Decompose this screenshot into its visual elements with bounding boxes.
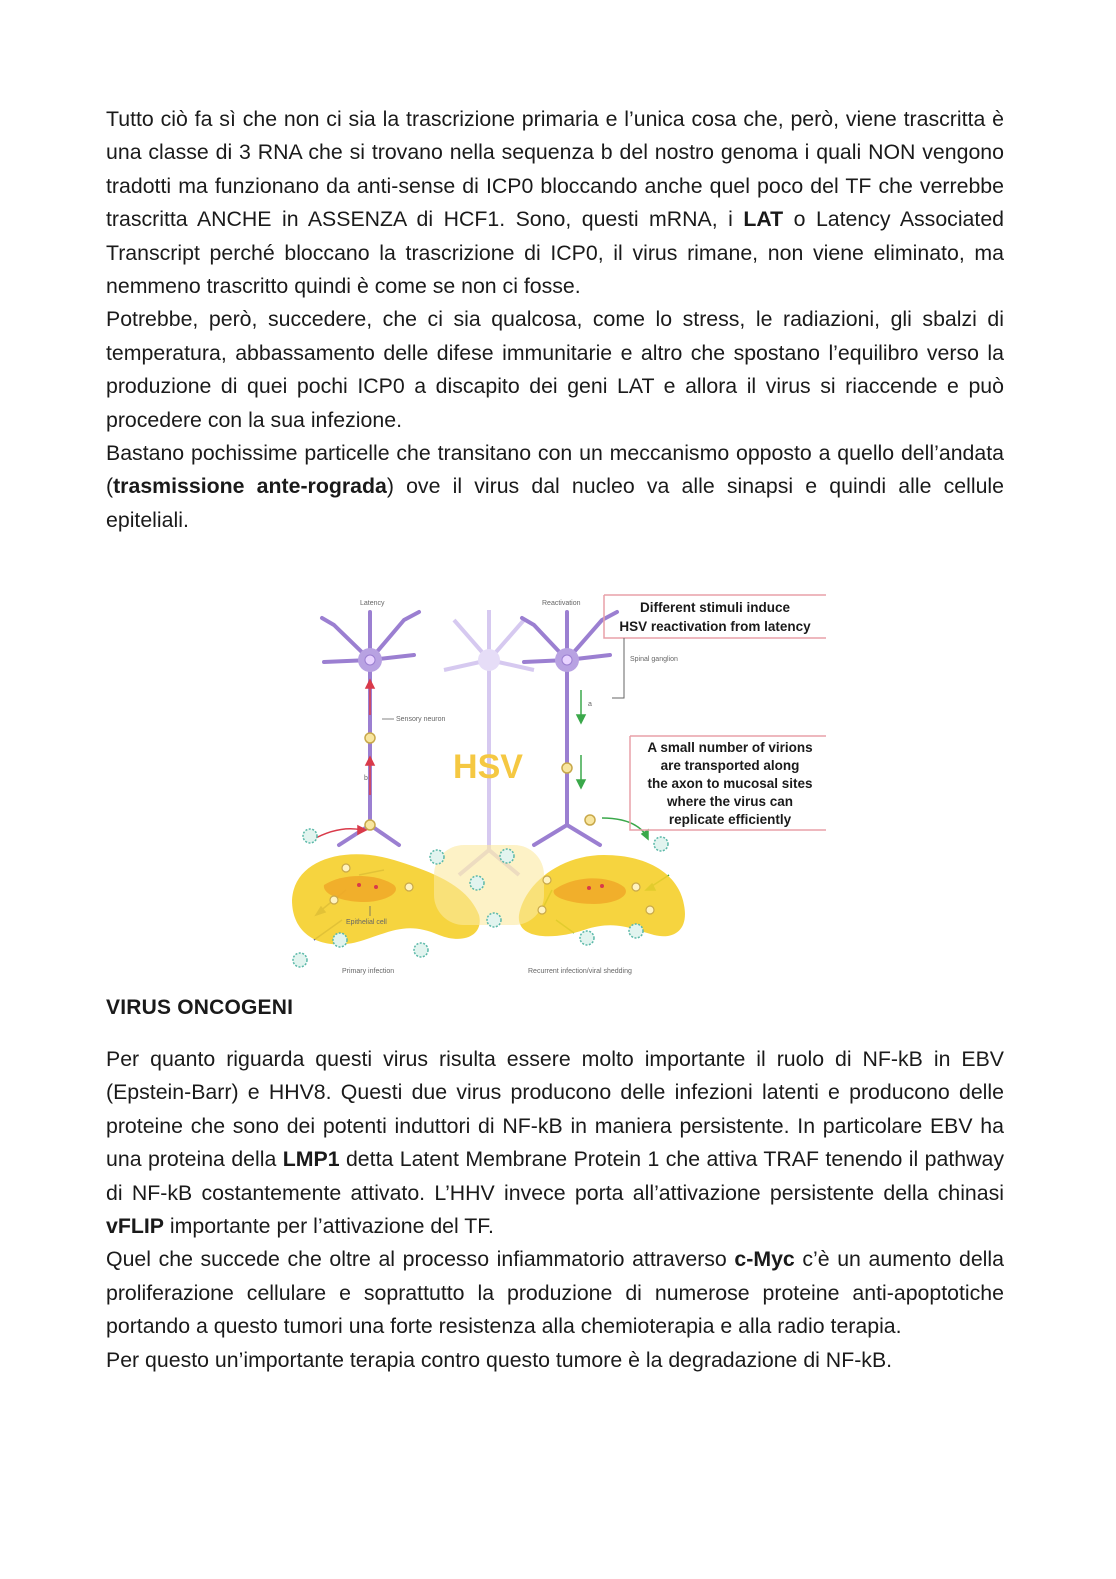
epithelial-cell-label: Epithelial cell xyxy=(346,919,387,926)
reactivation-label: Reactivation xyxy=(542,600,581,607)
paragraph xyxy=(106,1043,1004,1243)
hsv-latency-figure xyxy=(284,590,830,978)
callout-top-line-1: Different stimuli induce xyxy=(639,600,791,615)
recurrent-infection-label: Recurrent infection/viral shedding xyxy=(528,968,632,975)
paragraph xyxy=(106,437,1004,537)
text-run: Per quanto riguarda questi virus risulta essere molto importante il ruolo di NF-kB in EBV (Epstein-Barr) e HHV8. Questi due virus producono delle infezioni latenti e producono delle proteine che sono dei potenti induttori di NF-kB in maniera persistente. In particolare EBV ha una proteina della xyxy=(106,1047,1004,1172)
paragraph xyxy=(106,303,1004,437)
callout-mid-line-1: A small number of virions xyxy=(647,740,813,755)
bold-term: LMP1 xyxy=(282,1147,340,1172)
bold-term: trasmissione ante-rograda xyxy=(113,474,387,499)
callout-mid-line-5: replicate efficiently xyxy=(668,812,792,827)
hsv-diagram xyxy=(284,590,830,978)
sensory-neuron-label: Sensory neuron xyxy=(396,716,446,723)
callout-mid-line-3: the axon to mucosal sites xyxy=(647,776,813,791)
paragraph xyxy=(106,103,1004,303)
text-run: ) ove il virus dal nucleo va alle sinapsi e quindi alle cellule epiteliali. xyxy=(106,474,1005,532)
paragraph xyxy=(106,1344,1004,1377)
hsv-label: HSV xyxy=(453,748,523,786)
bold-term: LAT xyxy=(743,207,784,232)
bottom-text-block xyxy=(106,1043,1004,1377)
text-run: c’è un aumento della proliferazione cellulare e soprattutto la produzione di numerose proteine anti-apoptotiche portando a questo tumori una forte resistenza alla chemioterapia e alla radio terapia. xyxy=(106,1247,1004,1339)
text-run: Quel che succede che oltre al processo infiammatorio attraverso xyxy=(106,1247,735,1272)
text-run: Per questo un’importante terapia contro questo tumore è la degradazione di NF-kB. xyxy=(106,1347,893,1372)
primary-infection-label: Primary infection xyxy=(342,968,395,975)
text-run: detta Latent Membrane Protein 1 che attiva TRAF tenendo il pathway di NF-kB costantemente attivato. L’HHV invece porta all’attivazione persistente della chinasi xyxy=(106,1147,1004,1205)
top-text-block xyxy=(106,103,1004,537)
text-run: Potrebbe, però, succedere, che ci sia qualcosa, come lo stress, le radiazioni, gli sbalzi di temperatura, abbassamento delle difese immunitarie e altro che spostano l’equilibro verso la produzione di quei pochi ICP0 a discapito dei geni LAT e allora il virus si riaccende e può procedere con la sua infezione. xyxy=(106,307,1004,432)
label-b: b xyxy=(364,775,368,782)
text-run: importante per l’attivazione del TF. xyxy=(163,1214,494,1239)
callout-mid-line-4: where the virus can xyxy=(666,794,794,809)
section-heading: VIRUS ONCOGENI xyxy=(106,996,294,1019)
text-run: Tutto ciò fa sì che non ci sia la trascrizione primaria e l’unica cosa che, però, viene trascritta è una classe di 3 RNA che si trovano nella sequenza b del nostro genoma i quali NON vengono tradotti ma funzionano da anti-sense di ICP0 bloccando anche quel poco del TF che verrebbe trascritta ANCHE in ASSENZA di HCF1. Sono, questi mRNA, i xyxy=(106,107,1004,232)
label-a: a xyxy=(588,701,592,708)
spinal-ganglion-label: Spinal ganglion xyxy=(630,656,678,663)
paragraph xyxy=(106,1243,1004,1343)
bold-term: c-Myc xyxy=(734,1247,795,1272)
latency-label: Latency xyxy=(360,600,385,607)
callout-top-line-2: HSV reactivation from latency xyxy=(619,619,811,634)
text-run: o Latency Associated Transcript perché bloccano la trascrizione di ICP0, il virus rimane, non viene eliminato, ma nemmeno trascritto quindi è come se non ci fosse. xyxy=(106,207,1005,299)
callout-mid-line-2: are transported along xyxy=(660,758,800,773)
text-run: Bastano pochissime particelle che transitano con un meccanismo opposto a quello dell’andata ( xyxy=(106,441,1004,499)
bold-term: vFLIP xyxy=(106,1214,164,1239)
